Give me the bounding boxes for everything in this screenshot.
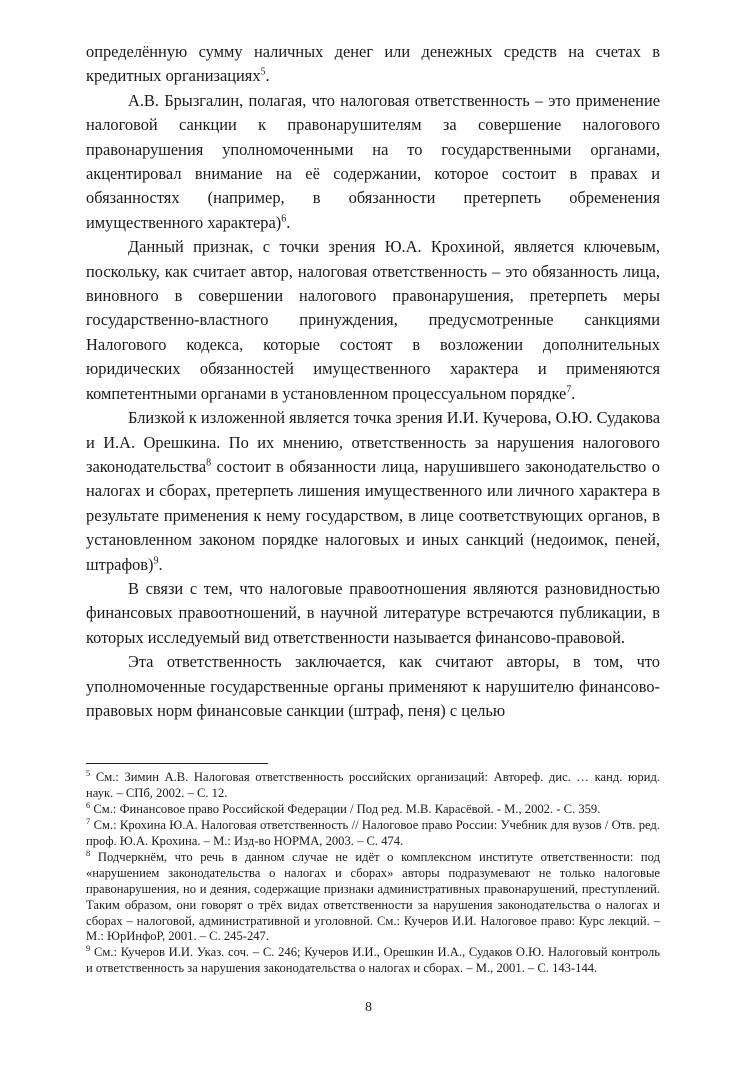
footnote-text: Подчеркнём, что речь в данном случае не идёт о комплексном институте ответственности: под «нарушением законодательства о налогах и сборах» авторы подразумевают не только налоговые правонарушения, но и деяния, содержащие признаки административных правонарушений, преступлений. Таким образом, они говорят о трёх видах ответственности за нарушения законодательства о налогах и сборах – налоговой, административной и уголовной. См.: Кучеров И.И. Налоговое право: Курс лекций. – М.: ЮрИнфоР, 2001. – С. 245-247. [86, 849, 660, 944]
footnote-ref: 8 [206, 457, 212, 469]
footnote-ref: 5 [260, 66, 266, 78]
footnote-8 [86, 847, 660, 945]
paragraph-end: . [265, 66, 270, 86]
paragraph-5 [86, 577, 660, 650]
paragraph-text: определённую сумму наличных денег или денежных средств на счетах в кредитных организациях [86, 42, 660, 86]
paragraph-2 [86, 89, 660, 235]
paragraph-end: . [158, 554, 163, 574]
footnote-text: См.: Кучеров И.И. Указ. соч. – С. 246; Кучеров И.И., Орешкин И.А., Судаков О.Ю. Налоговый контроль и ответственность за нарушения законодательства о налогах и сборах. – М., 2001. – С. 143-144. [86, 945, 660, 976]
footnote-9 [86, 945, 660, 977]
footnote-number: 9 [86, 943, 91, 954]
footnote-ref: 6 [281, 213, 287, 225]
page-number: 8 [365, 1000, 372, 1015]
paragraph-text: Эта ответственность заключается, как считают авторы, в том, что уполномоченные государственные органы применяют к нарушителю финансово-правовых норм финансовые санкции (штраф, пеня) с целью [86, 652, 660, 720]
footnote-ref: 7 [566, 384, 572, 396]
footnote-number: 5 [86, 768, 91, 779]
paragraph-text: состоит в обязанности лица, нарушившего законодательство о налогах и сборах, претерпеть лишения имущественного или личного характера в результате применения к нему государством, в лице соответствующих органов, в установленном законом порядке налоговых и иных санкций (недоимок, пеней, штрафов) [86, 456, 660, 574]
footnote-ref: 9 [153, 555, 159, 567]
footnote-separator [86, 763, 268, 764]
footnote-7 [86, 815, 660, 850]
footnote-number: 7 [86, 815, 91, 826]
paragraph-end: . [571, 383, 576, 403]
paragraph-text: Данный признак, с точки зрения Ю.А. Крохиной, является ключевым, поскольку, как считает автор, налоговая ответственность – это обязанность лица, виновного в совершении налогового правонарушения, претерпеть меры государственно-властного принуждения, предусмотренные санкциями Налогового кодекса, которые состоят в возложении дополнительных юридических обязанностей имущественного характера и применяются компетентными органами в установленном процессуальном порядке [86, 237, 660, 403]
page-body [86, 40, 660, 977]
paragraph-text: А.В. Брызгалин, полагая, что налоговая ответственность – это применение налоговой санкции к правонарушителям за совершение налогового правонарушения уполномоченными на то государственными органами, акцентировал внимание на её содержании, которое состоит в правах и обязанностях (например, в обязанности претерпеть обременения имущественного характера) [86, 90, 660, 232]
footnote-6 [86, 802, 660, 818]
footnote-text: См.: Крохина Ю.А. Налоговая ответственность // Налоговое право России: Учебник для вузов / Отв. ред. проф. Ю.А. Крохина. – М.: Изд-во НОРМА, 2003. – С. 474. [86, 818, 660, 848]
paragraph-text: В связи с тем, что налоговые правоотношения являются разновидностью финансовых правоотношений, в научной литературе встречаются публикации, в которых исследуемый вид ответственности называется финансово-правовой. [86, 578, 660, 647]
paragraph-text: Близкой к изложенной является точка зрения И.И. Кучерова, О.Ю. Судакова и И.А. Орешкина. По их мнению, ответственность за нарушения налогового законодательства [86, 408, 660, 476]
footnote-number: 8 [86, 847, 91, 858]
paragraph-3 [86, 235, 660, 406]
paragraph-end: . [286, 212, 291, 232]
paragraph-4 [86, 406, 660, 577]
footnote-text: См.: Финансовое право Российской Федерации / Под ред. М.В. Карасёвой. - М., 2002. - С. 359. [90, 802, 601, 817]
footnote-5 [86, 770, 660, 802]
paragraph-6 [86, 650, 660, 723]
paragraph-1 [86, 40, 660, 89]
footnote-text: См.: Зимин А.В. Налоговая ответственность российских организаций: Автореф. дис. … канд. юрид. наук. – СПб, 2002. – С. 12. [86, 770, 660, 801]
footnote-number: 6 [86, 800, 91, 810]
